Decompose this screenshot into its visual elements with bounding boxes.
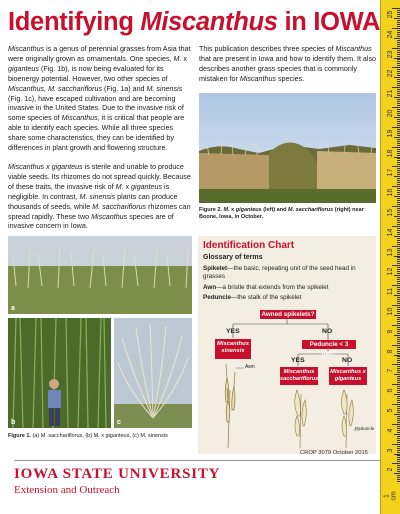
ruler-tick <box>394 157 400 158</box>
ruler-number: 17 <box>387 169 394 177</box>
ruler-tick <box>394 473 400 474</box>
ruler-number: 12 <box>387 268 394 276</box>
extension-wordmark: Extension and Outreach <box>14 484 120 496</box>
glossary-term-spikelet: Spikelet—the basic, repeating unit of the seed head in grasses <box>203 265 356 281</box>
question-awned-spikelets: Awned spikelets? <box>261 311 315 318</box>
peduncle-label: Peduncle <box>355 426 375 431</box>
identification-chart <box>198 236 376 454</box>
ruler-tick <box>394 256 400 257</box>
ruler-number: 14 <box>387 228 394 237</box>
photo-c-sinensis <box>114 318 192 428</box>
ruler-tick <box>394 355 400 356</box>
ruler-number: 10 <box>387 307 394 316</box>
leaf-giganteus: Miscanthus x giganteus <box>329 367 367 385</box>
ruler-tick <box>394 374 400 375</box>
chart-title: Identification Chart <box>203 240 295 251</box>
ruler-tick <box>394 97 400 98</box>
answer-no-2: NO <box>342 357 353 364</box>
university-wordmark: IOWA STATE UNIVERSITY <box>14 466 221 482</box>
photo-letter-c: c <box>117 419 121 426</box>
ruler-number: 9 <box>387 329 394 334</box>
ruler-number: 21 <box>387 89 394 98</box>
sacchariflorus-spikelet-illustration <box>286 386 316 450</box>
ruler-number: 16 <box>387 188 394 197</box>
intro-paragraph-2: Miscanthus x giganteus is sterile and unable to produce viable seeds. Its rhizomes do not spread quickly. Because of these traits, the invasive risk of M. x giganteus is negligible. In contrast, M. sinensis plants can produce thousands of seeds, while M. sacchariflorus rhizomes can spread rapidly. These two Miscanthus species are of invasive concern in Iowa. <box>8 162 191 231</box>
ruler-number: 3 <box>387 448 394 453</box>
ruler-tick <box>394 18 400 19</box>
ruler <box>380 0 400 514</box>
ruler-tick <box>394 77 400 78</box>
photo-a-sacchariflorus <box>8 236 192 314</box>
right-paragraph <box>199 45 377 94</box>
right-paragraph-text: This publication describes three species of Miscanthus that are present in Iowa and how to identify them. It also describes another grass species that is commonly mistaken for Miscanthus species. <box>199 45 377 83</box>
photo-letter-b: b <box>11 419 16 426</box>
photo-letter-a: a <box>11 305 15 312</box>
ruler-number: 2 <box>387 467 394 472</box>
answer-no-1: NO <box>322 328 333 335</box>
ruler-tick <box>394 434 400 435</box>
giganteus-spikelet-illustration <box>334 386 364 450</box>
ruler-tick <box>394 38 400 39</box>
ruler-number: 24 <box>387 30 394 39</box>
ruler-number: 15 <box>387 208 394 217</box>
ruler-tick <box>394 137 400 138</box>
ruler-tick <box>394 454 400 455</box>
ruler-number: 5 <box>387 408 394 413</box>
figure-2-caption: Figure 2. M. x giganteus (left) and M. sacchariflorus (right) near Boone, Iowa, in October. <box>199 207 364 221</box>
ruler-cm-label: 1 cm <box>383 491 398 501</box>
ruler-tick <box>394 117 400 118</box>
ruler-number: 23 <box>387 50 394 58</box>
question-peduncle: Peduncle < 3 mm? <box>302 340 356 349</box>
ruler-number: 8 <box>387 349 394 354</box>
ruler-tick <box>394 58 400 59</box>
glossary-term-awn: Awn—a bristle that extends from the spikelet <box>203 284 329 291</box>
intro-text <box>8 45 191 241</box>
page-title: Identifying Miscanthus in IOWA <box>8 8 381 36</box>
ruler-tick <box>394 236 400 237</box>
ruler-number: 6 <box>387 388 394 393</box>
ruler-tick <box>394 176 400 177</box>
ruler-tick <box>394 196 400 197</box>
ruler-number: 22 <box>387 70 394 78</box>
ruler-number: 18 <box>387 149 394 157</box>
sinensis-spikelet-illustration <box>218 360 252 450</box>
intro-paragraph-1: Miscanthus is a genus of perennial grasses from Asia that were originally grown as ornamentals. One species, M. x giganteus (Fig. 1b), is now being evaluated for its bioenergy potential. However, two other species of Miscanthus, M. sacchariflorus (Fig. 1a) and M. sinensis (Fig. 1c), have escaped cultivation and are becoming invasive in the United States. Due to the invasive risk of some species of Miscanthus, it is critical that people are able to identify each species. While all three species share some characteristics, they can be identified by differences in plant growth and flowering structure. <box>8 45 191 153</box>
ruler-tick <box>394 335 400 336</box>
leaf-sinensis: Miscanthus sinensis <box>215 339 251 359</box>
ruler-tick <box>394 275 400 276</box>
glossary-term-peduncle: Peduncle—the stalk of the spikelet <box>203 294 302 301</box>
answer-yes-1: YES <box>226 328 240 335</box>
ruler-tick <box>394 394 400 395</box>
ruler-tick <box>394 295 400 296</box>
ruler-number: 7 <box>387 368 394 373</box>
publication-number: CROP 3079 October 2015 <box>300 450 368 456</box>
ruler-number: 13 <box>387 248 394 256</box>
footer-divider <box>14 460 380 461</box>
ruler-number: 25 <box>387 10 394 19</box>
figure-2-photo <box>199 93 376 203</box>
ruler-number: 19 <box>387 129 394 138</box>
ruler-tick <box>394 315 400 316</box>
ruler-number: 11 <box>387 288 394 296</box>
ruler-number: 20 <box>387 109 394 118</box>
glossary-title: Glossary of terms <box>203 254 263 261</box>
ruler-number: 4 <box>387 428 394 433</box>
leaf-sacchariflorus: Miscanthus sacchariflorus <box>280 367 318 385</box>
figure-1-caption: Figure 1. (a) M. sacchariflorus, (b) M. x giganteus, (c) M. sinensis <box>8 433 168 439</box>
ruler-tick <box>394 414 400 415</box>
photo-b-giganteus <box>8 318 111 428</box>
answer-yes-2: YES <box>291 357 305 364</box>
ruler-tick <box>394 216 400 217</box>
awn-label: Awn <box>245 364 255 370</box>
